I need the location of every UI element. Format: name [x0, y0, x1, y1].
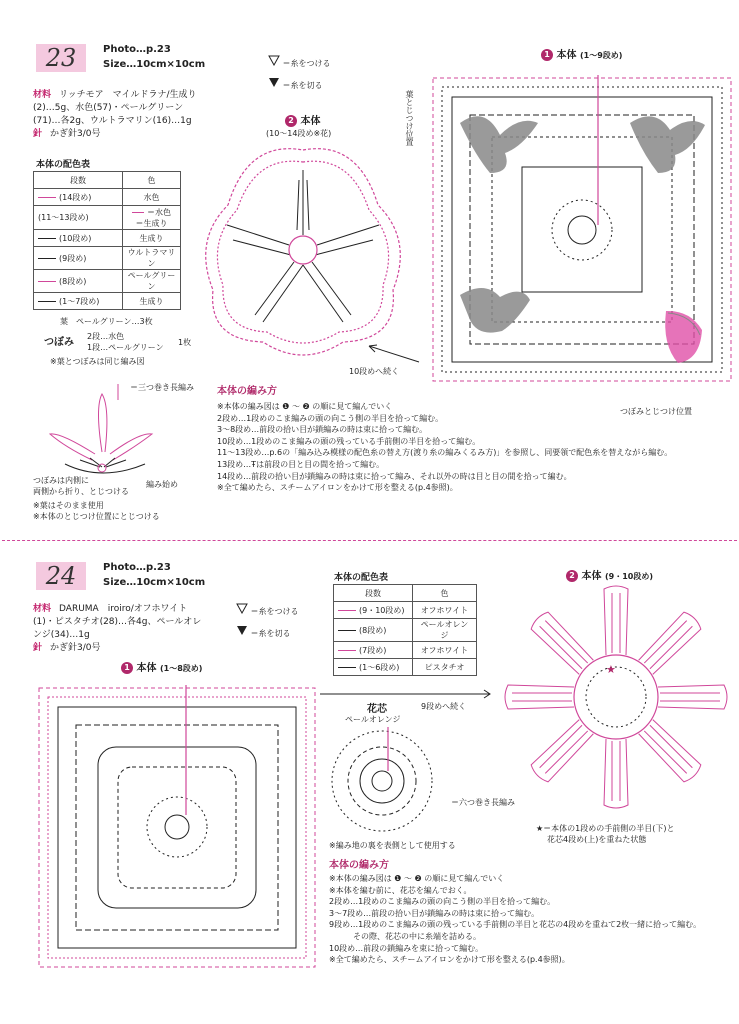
section-divider: [2, 540, 737, 541]
filled-triangle-icon: [236, 625, 248, 636]
table-row: (1〜6段め) ピスタチオ: [334, 659, 477, 676]
svg-text:★: ★: [606, 663, 616, 676]
center-note: ※編み地の裏を表側として使用する: [329, 841, 456, 850]
star-note: ★＝本体の1段めの手前側の半目(下)と 花芯4段め(上)を重ねた状態: [536, 824, 675, 844]
table-row: (11〜13段め) ＝水色 ＝生成り: [34, 206, 181, 230]
bud-count: 1枚: [178, 338, 192, 347]
materials-label: 材料: [33, 90, 52, 100]
materials-line: DARUMA iroiro/オフホワイト: [59, 604, 188, 614]
howto-line: 10段め…前段の鎖編みを束に拾って編む。: [329, 943, 484, 953]
table-head: 段数: [34, 172, 123, 189]
triple-legend: ＝三つ巻き長編み: [130, 383, 194, 392]
arrow-icon: [365, 342, 421, 364]
size-info: Size…10cm×10cm: [103, 59, 206, 70]
table-row: (8段め) ペールオレンジ: [334, 619, 477, 642]
howto-line: 11〜13段め…p.6の「編み込み模様の配色糸の替え方(渡り糸の編みくるみ方)」を参照し、同要領で配色糸を替えながら編む。: [217, 448, 673, 458]
diagram2-sub-23: (10〜14段め※花): [266, 129, 332, 138]
pattern-number-24: 24: [36, 562, 86, 590]
materials-label: 材料: [33, 604, 52, 614]
center-title: 花芯: [367, 704, 387, 715]
materials-23: [33, 89, 223, 141]
howto-text-24: [329, 873, 701, 966]
filled-triangle-icon: [268, 77, 280, 88]
bud-note: ※葉とつぼみは同じ編み図: [50, 357, 145, 366]
leaf-notes: ※葉はそのまま使用 ※本体のとじつけ位置にとじつける: [33, 501, 160, 521]
open-triangle-icon: [236, 603, 248, 614]
legend-cut: ＝糸を切る: [236, 625, 291, 639]
photo-ref: Photo…p.23: [103, 44, 171, 55]
table-row: (8段め) ペールグリーン: [34, 270, 181, 293]
table-row: (7段め) オフホワイト: [334, 642, 477, 659]
howto-line: 2段め…1段めのこま編みの頭の向こう側の半目を拾って編む。: [329, 897, 556, 907]
materials-line: ンジ(34)…1g: [33, 630, 90, 640]
materials-line: (1)・ピスタチオ(28)…各4g、ペールオレ: [33, 617, 202, 627]
flower-diagram-23: [193, 140, 415, 365]
howto-title-24: 本体の編み方: [329, 860, 389, 871]
square-diagram-24: [36, 685, 318, 970]
size-info: Size…10cm×10cm: [103, 577, 206, 588]
table-head: 段数: [334, 585, 413, 602]
materials-line: (2)…5g、水色(57)・ペールグリーン: [33, 103, 184, 113]
needle-info: かぎ針3/0号: [50, 129, 101, 139]
howto-line: ※本体の編み図は ❶ 〜 ❷ の順に見て編んでいく: [217, 402, 393, 411]
open-triangle-icon: [268, 55, 280, 66]
bud-pos-label: つぼみとじつけ位置: [620, 407, 692, 416]
leaf-pos-label: 葉とじつけ位置: [405, 90, 414, 146]
howto-line: ※全て編めたら、スチームアイロンをかけて形を整える(p.4参照)。: [217, 483, 458, 493]
howto-line: 14段め…前段の拾い目が鎖編みの時は束に拾って編み、それ以外の時は目と目の間を拾って編む。: [217, 471, 572, 481]
materials-24: [33, 603, 233, 655]
continue-note-24: 9段めへ続く: [421, 702, 467, 711]
table-row: (14段め) 水色: [34, 189, 181, 206]
diagram1-title-24: 1 本体 (1〜8段め): [121, 659, 202, 674]
diagram1-title-23: 1 本体 (1〜9段め): [541, 46, 622, 61]
howto-line: ※本体を編む前に、花芯を編んでおく。: [329, 885, 472, 895]
photo-ref: Photo…p.23: [103, 562, 171, 573]
square-diagram-23: [430, 75, 735, 385]
pattern-number-23: 23: [36, 44, 86, 72]
long-arrow-icon: [318, 688, 494, 700]
howto-title-23: 本体の編み方: [217, 386, 277, 397]
table-row: (1〜7段め) 生成り: [34, 293, 181, 310]
materials-line: (71)…各2g、ウルトラマリン(16)…1g: [33, 116, 192, 126]
table-row: (9段め) ウルトラマリン: [34, 247, 181, 270]
six-legend: ＝六つ巻き長編み: [451, 798, 515, 807]
howto-line: 9段め…1段めのこま編みの頭の残っている手前側の半目と花芯の4段めを重ねて2枚一緒に拾って編む。: [329, 920, 702, 930]
table-head: 色: [123, 172, 181, 189]
howto-line: その際、花芯の中に糸端を詰める。: [329, 931, 481, 941]
bud-label: つぼみ: [44, 337, 74, 348]
table-row: (10段め) 生成り: [34, 230, 181, 247]
howto-line: 10段め…1段めのこま編みの頭の残っている手前側の半目を拾って編む。: [217, 436, 481, 446]
center-sub: ペールオレンジ: [345, 715, 401, 724]
flower-diagram-24: [498, 585, 733, 823]
howto-line: 3〜8段め…前段の拾い目が鎖編みの時は束に拾って編む。: [217, 425, 428, 435]
howto-line: ※全て編めたら、スチームアイロンをかけて形を整える(p.4参照)。: [329, 955, 570, 965]
center-diagram: [328, 727, 438, 837]
needle-info: かぎ針3/0号: [50, 643, 101, 653]
diagram2-title-24: 2 本体 (9・10段め): [566, 567, 653, 582]
legend-attach: ＝糸をつける: [268, 55, 331, 69]
needle-label: 針: [33, 129, 43, 139]
color-table-23: [33, 171, 181, 310]
howto-line: ※本体の編み図は ❶ 〜 ❷ の順に見て編んでいく: [329, 874, 505, 883]
legend-cut: ＝糸を切る: [268, 77, 323, 91]
howto-line: 13段め…Ŧは前段の目と目の間を拾って編む。: [217, 459, 385, 469]
start-label: 編み始め: [146, 480, 178, 489]
materials-line: リッチモア マイルドラナ/生成り: [59, 90, 197, 100]
legend-attach: ＝糸をつける: [236, 603, 299, 617]
diagram2-title-23: 2 本体: [285, 112, 320, 127]
needle-label: 針: [33, 643, 43, 653]
howto-text-23: [217, 401, 672, 494]
continue-note-23: 10段めへ続く: [349, 367, 400, 376]
table-head: 色: [413, 585, 477, 602]
howto-line: 2段め…1段めのこま編みの頭の向こう側の半目を拾って編む。: [217, 413, 444, 423]
color-table-title: 本体の配色表: [334, 573, 389, 583]
howto-line: 3〜7段め…前段の拾い目が鎖編みの時は束に拾って編む。: [329, 908, 540, 918]
color-table-24: [333, 584, 477, 676]
leaf-line: 葉 ペールグリーン…3枚: [60, 317, 153, 326]
table-row: (9・10段め) オフホワイト: [334, 602, 477, 619]
color-table-title: 本体の配色表: [36, 160, 91, 170]
bud-fold-note: つぼみは内側に 両側から折り、とじつける: [33, 476, 129, 496]
bud-lines: 2段…水色 1段…ペールグリーン: [87, 332, 164, 352]
